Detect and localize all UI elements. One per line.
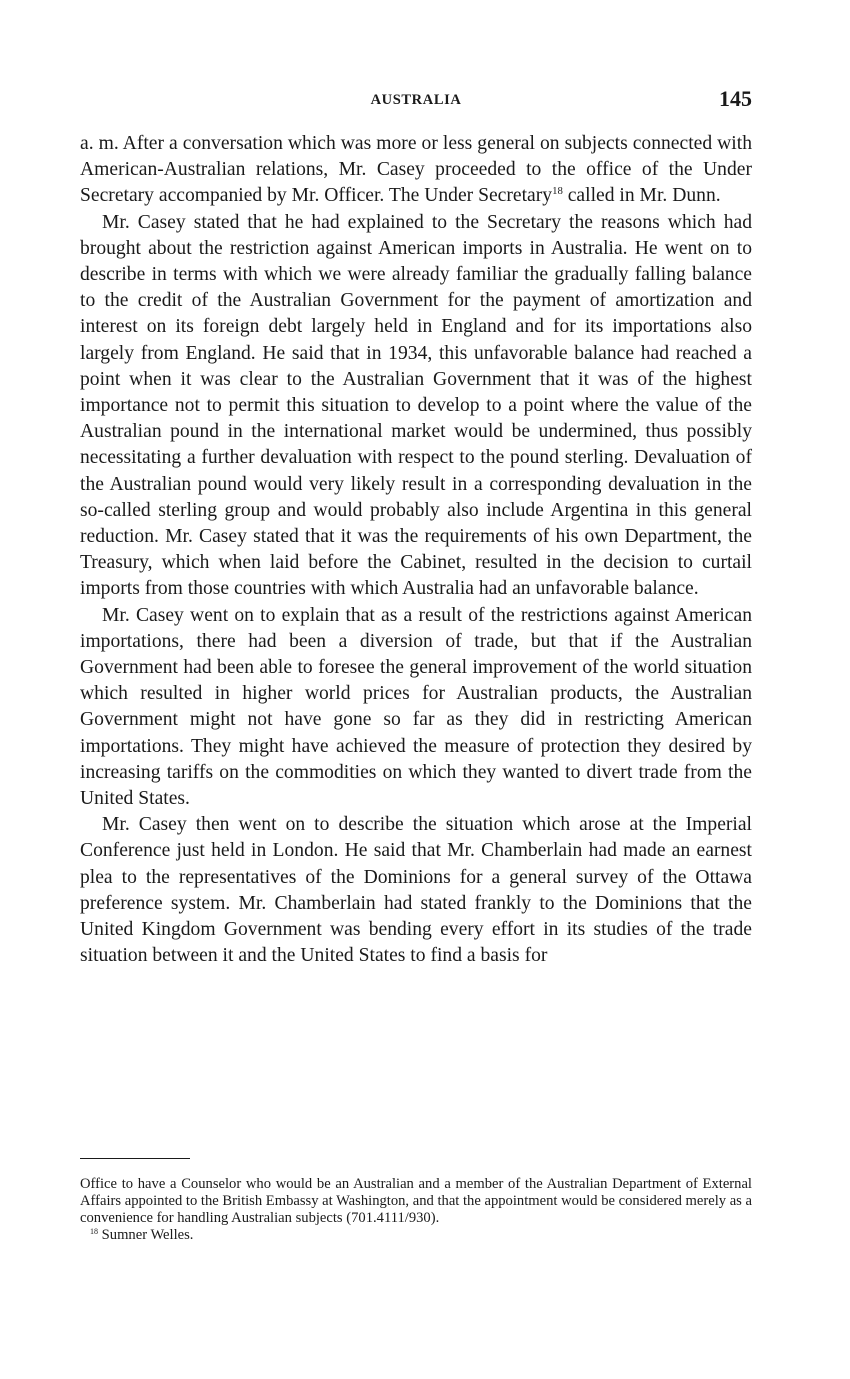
footnote-18 bbox=[80, 1227, 752, 1244]
footnote-18-mark: 18 bbox=[90, 1226, 99, 1236]
footnote-rule bbox=[80, 1158, 190, 1159]
body-text bbox=[80, 131, 752, 970]
paragraph-1-text: a. m. After a conversation which was more or less general on subjects connected with American-Australian relations, Mr. Casey proceeded to the office of the Under Secretary accompanied by Mr. Officer. The Under Secretary bbox=[80, 133, 752, 207]
paragraph-1-text-end: called in Mr. Dunn. bbox=[562, 185, 721, 207]
footnote-18-text: Sumner Welles. bbox=[101, 1227, 194, 1243]
running-head bbox=[80, 88, 752, 114]
footnote-ref-18: 18 bbox=[552, 185, 563, 198]
paragraph-1 bbox=[80, 131, 752, 210]
footnotes bbox=[80, 1176, 752, 1244]
page-number: 145 bbox=[719, 86, 752, 111]
paragraph-2: Mr. Casey stated that he had explained to the Secretary the reasons which had brought about the restriction against American imports in Australia. He went on to describe in terms with which we were already familiar the gradually falling balance to the credit of the Australian Government for the payment of amortization and interest on its foreign debt largely held in England and for its importations also largely from England. He said that in 1934, this unfavorable balance had reached a point when it was clear to the Australian Government that it was of the highest importance not to permit this situation to develop to a point where the value of the Australian pound in the international market would be undermined, thus possibly necessitating a further devaluation with respect to the pound sterling. Devaluation of the Australian pound would very likely result in a corresponding devaluation in the so-called sterling group and would probably also include Argentina in this general reduction. Mr. Casey stated that it was the requirements of his own Department, the Treasury, which when laid before the Cabinet, resulted in the decision to curtail imports from those countries with which Australia had an unfavorable balance. bbox=[80, 211, 752, 600]
paragraph-3: Mr. Casey went on to explain that as a result of the restrictions against American importations, there had been a diversion of trade, but that if the Australian Government had been able to foresee the general improvement of the world situation which resulted in higher world prices for Australian products, the Australian Government might not have gone so far as they did in restricting American importations. They might have achieved the measure of protection they desired by increasing tariffs on the commodities on which they wanted to divert trade from the United States. bbox=[80, 604, 752, 810]
running-title: AUSTRALIA bbox=[370, 92, 462, 108]
paragraph-4: Mr. Casey then went on to describe the situation which arose at the Imperial Conference just held in London. He said that Mr. Chamberlain had made an earnest plea to the representatives of the Dominions for a general survey of the Ottawa preference system. Mr. Chamberlain had stated frankly to the Dominions that the United Kingdom Government was bending every effort in its studies of the trade situation between it and the United States to find a basis for bbox=[80, 814, 752, 967]
footnote-continued: Office to have a Counselor who would be an Australian and a member of the Australian Department of External Affairs appointed to the British Embassy at Washington, and that the appointment would be considered merely as a convenience for handling Australian subjects (701.4111/930). bbox=[80, 1176, 752, 1226]
